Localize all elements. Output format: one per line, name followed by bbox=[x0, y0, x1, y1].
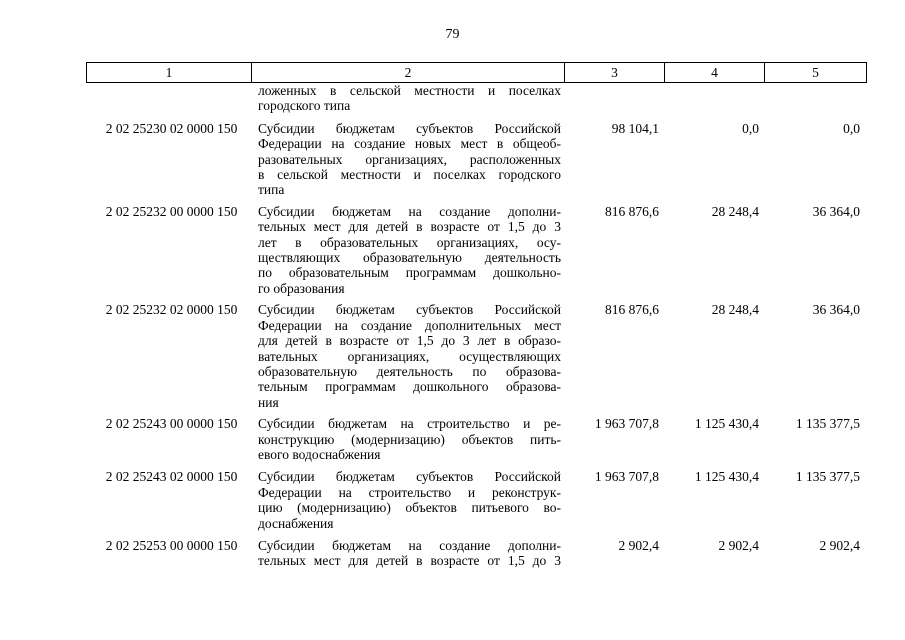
revenue-name bbox=[251, 416, 564, 462]
amount-column-4: 2 902,4 bbox=[718, 537, 759, 553]
amount-column-3: 816 876,6 bbox=[605, 203, 659, 219]
amount-column-4: 0,0 bbox=[742, 120, 759, 136]
revenue-name-line: Субсидии бюджетам субъектов Российской bbox=[258, 469, 561, 485]
revenue-name-line: евого водоснабжения bbox=[258, 446, 381, 462]
revenue-name-line: лет в образовательных организациях, осу- bbox=[258, 234, 561, 250]
revenue-name-line: для детей в возрасте от 1,5 до 3 лет в образо- bbox=[258, 333, 561, 349]
revenue-name bbox=[251, 302, 564, 410]
column-header-5: 5 bbox=[812, 65, 819, 80]
revenue-name-line: доснабжения bbox=[258, 515, 334, 531]
revenue-name-line: цию (модернизацию) объектов питьевого во- bbox=[258, 500, 561, 516]
revenue-name-line: разовательных организациях, расположенных bbox=[258, 151, 561, 167]
revenue-code: 2 02 25232 00 0000 150 bbox=[105, 203, 238, 219]
revenue-name-line: ществляющих образовательную деятельность bbox=[258, 250, 561, 266]
revenue-name-line: ния bbox=[258, 394, 279, 410]
amount-column-3: 1 963 707,8 bbox=[594, 416, 659, 432]
amount-column-5: 36 364,0 bbox=[812, 302, 860, 318]
revenue-name-line: по образовательным программам дошкольно- bbox=[258, 265, 561, 281]
column-header-4: 4 bbox=[665, 63, 765, 82]
table-row bbox=[86, 302, 865, 410]
column-header-3: 3 bbox=[565, 63, 665, 82]
amount-column-5: 1 135 377,5 bbox=[795, 416, 860, 432]
table-row bbox=[86, 416, 865, 462]
revenue-code: 2 02 25243 02 0000 150 bbox=[105, 469, 238, 485]
revenue-name bbox=[251, 83, 564, 114]
revenue-name bbox=[251, 204, 564, 296]
revenue-name-line: в сельской местности и поселках городского bbox=[258, 167, 561, 183]
amount-column-5: 2 902,4 bbox=[819, 537, 860, 553]
amount-column-3: 1 963 707,8 bbox=[594, 469, 659, 485]
revenue-name-line: Федерации на создание дополнительных мест bbox=[258, 317, 561, 333]
amount-column-3: 2 902,4 bbox=[618, 537, 659, 553]
revenue-name-line: городского типа bbox=[258, 98, 351, 114]
revenue-name bbox=[251, 121, 564, 198]
revenue-name-line: тельным программам дошкольного образова- bbox=[258, 379, 561, 395]
amount-column-5: 1 135 377,5 bbox=[795, 469, 860, 485]
revenue-code: 2 02 25243 00 0000 150 bbox=[105, 416, 238, 432]
revenue-name-line: тельных мест для детей в возрасте от 1,5 до 3 bbox=[258, 219, 561, 235]
revenue-name-line: го образования bbox=[258, 280, 345, 296]
revenue-name-line: образовательную деятельность по образова- bbox=[258, 363, 561, 379]
table-header bbox=[86, 62, 867, 83]
table-row bbox=[86, 469, 865, 531]
amount-column-5 bbox=[764, 83, 865, 114]
table-row bbox=[86, 121, 865, 198]
revenue-name bbox=[251, 469, 564, 531]
revenue-name bbox=[251, 538, 564, 569]
revenue-name-line: типа bbox=[258, 182, 285, 198]
amount-column-5: 0,0 bbox=[843, 120, 860, 136]
revenue-code bbox=[86, 83, 251, 114]
revenue-name-line: Субсидии бюджетам на строительство и ре- bbox=[258, 416, 561, 432]
revenue-name-line: конструкцию (модернизацию) объектов пить- bbox=[258, 431, 561, 447]
page-number: 79 bbox=[445, 27, 460, 42]
revenue-name-line: Субсидии бюджетам субъектов Российской bbox=[258, 120, 561, 136]
amount-column-4: 1 125 430,4 bbox=[694, 416, 759, 432]
revenue-code: 2 02 25253 00 0000 150 bbox=[105, 537, 238, 553]
column-header-1: 1 bbox=[87, 63, 252, 82]
revenue-code: 2 02 25232 02 0000 150 bbox=[105, 302, 238, 318]
revenue-name-line: тельных мест для детей в возрасте от 1,5 до 3 bbox=[258, 553, 561, 569]
revenue-name-line: Федерации на создание новых мест в общеоб- bbox=[258, 136, 561, 152]
budget-table-body bbox=[86, 83, 865, 569]
revenue-name-line: Субсидии бюджетам субъектов Российской bbox=[258, 302, 561, 318]
amount-column-4: 1 125 430,4 bbox=[694, 469, 759, 485]
revenue-code: 2 02 25230 02 0000 150 bbox=[105, 120, 238, 136]
amount-column-4: 28 248,4 bbox=[711, 302, 759, 318]
table-row bbox=[86, 204, 865, 296]
table-row bbox=[86, 538, 865, 569]
table-row bbox=[86, 83, 865, 114]
amount-column-3: 98 104,1 bbox=[611, 120, 659, 136]
revenue-name-line: Субсидии бюджетам на создание дополни- bbox=[258, 537, 561, 553]
column-header-2: 2 bbox=[252, 63, 565, 82]
amount-column-4 bbox=[664, 83, 764, 114]
revenue-name-line: вательных организациях, осуществляющих bbox=[258, 348, 561, 364]
amount-column-4: 28 248,4 bbox=[711, 203, 759, 219]
revenue-name-line: Субсидии бюджетам на создание дополни- bbox=[258, 203, 561, 219]
amount-column-5: 36 364,0 bbox=[812, 203, 860, 219]
revenue-name-line: ложенных в сельской местности и поселках bbox=[258, 83, 561, 98]
revenue-name-line: Федерации на строительство и реконструк- bbox=[258, 484, 561, 500]
amount-column-3: 816 876,6 bbox=[605, 302, 659, 318]
amount-column-3 bbox=[564, 83, 664, 114]
